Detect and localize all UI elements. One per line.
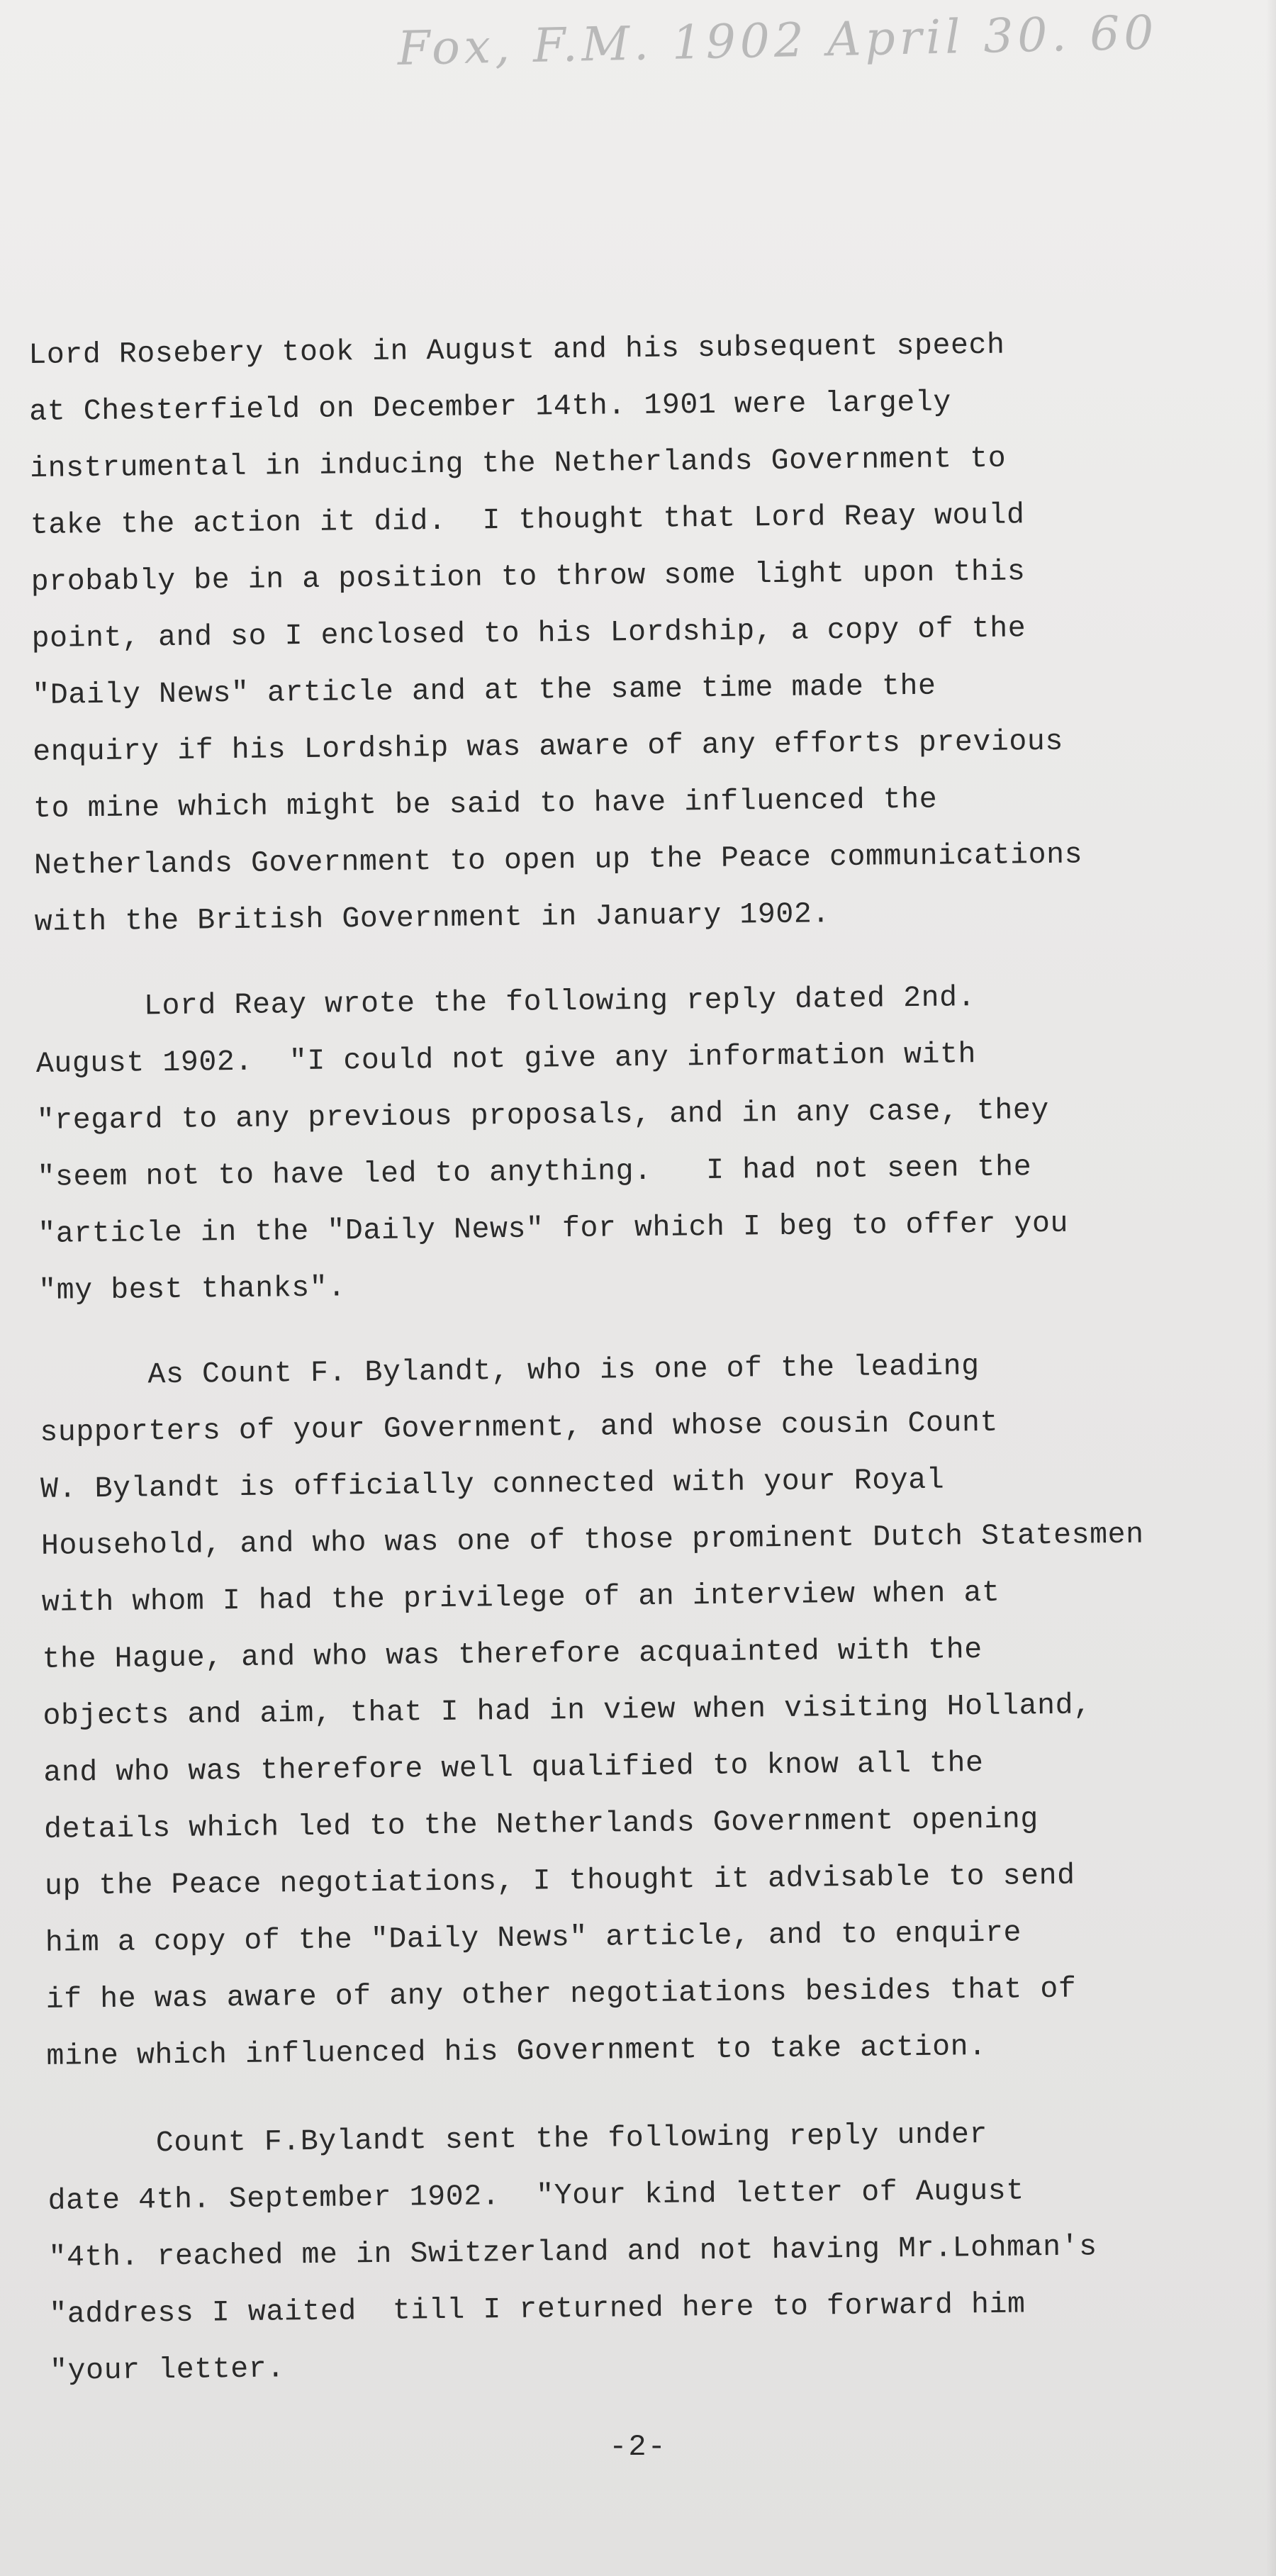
text-line: with the British Government in January 1902. <box>34 897 831 939</box>
text-line: take the action it did. I thought that Lord Reay would <box>30 498 1025 542</box>
paragraph-4 <box>47 2104 1269 2400</box>
text-line: point, and so I enclosed to his Lordship, a copy of the <box>31 612 1026 656</box>
text-line: up the Peace negotiations, I thought it advisable to send <box>44 1859 1075 1903</box>
text-line: with whom I had the privilege of an interview when at <box>41 1576 1000 1620</box>
text-line: "regard to any previous proposals, and in any case, they <box>36 1093 1050 1138</box>
text-line: "address I waited till I returned here to forward him <box>49 2287 1026 2331</box>
text-line: at Chesterfield on December 14th. 1901 were largely <box>29 386 952 429</box>
text-line: Lord Reay wrote the following reply dated 2nd. <box>35 981 976 1024</box>
scan-edge-shadow <box>1266 0 1276 2576</box>
text-line: Lord Rosebery took in August and his subsequent speech <box>28 328 1005 372</box>
text-line: if he was aware of any other negotiations besides that of <box>45 1972 1077 2017</box>
text-line: August 1902. "I could not give any information with <box>35 1038 977 1081</box>
text-line: "Daily News" article and at the same time made the <box>32 669 936 712</box>
text-line: "my best thanks". <box>38 1271 347 1308</box>
text-line: supporters of your Government, and whose cousin Count <box>40 1406 999 1450</box>
text-line: "article in the "Daily News" for which I beg to offer you <box>38 1206 1069 1251</box>
text-line: him a copy of the "Daily News" article, and to enquire <box>45 1916 1022 1960</box>
paragraph-2 <box>35 967 1258 1320</box>
text-line: instrumental in inducing the Netherlands Government to <box>29 442 1007 486</box>
text-line: W. Bylandt is officially connected with your Royal <box>40 1463 945 1506</box>
text-line: Household, and who was one of those prominent Dutch Statesmen <box>40 1518 1144 1563</box>
text-line: to mine which might be said to have influenced the <box>33 783 938 826</box>
text-line: details which led to the Netherlands Government opening <box>43 1803 1039 1847</box>
text-line: the Hague, and who was therefore acquainted with the <box>42 1633 983 1676</box>
text-line: and who was therefore well qualified to know all the <box>43 1747 984 1790</box>
page-number: -2- <box>609 2430 667 2464</box>
text-line: mine which influenced his Government to take action. <box>46 2029 987 2073</box>
text-line: As Count F. Bylandt, who is one of the leading <box>39 1350 980 1393</box>
text-line: Count F.Bylandt sent the following reply under <box>47 2117 988 2161</box>
letter-body <box>28 315 1270 2400</box>
paragraph-3 <box>39 1335 1266 2085</box>
text-line: "seem not to have led to anything. I had not seen the <box>37 1150 1032 1194</box>
text-line: "your letter. <box>49 2352 285 2388</box>
text-line: "4th. reached me in Switzerland and not having Mr.Lohman's <box>48 2230 1097 2275</box>
text-line: objects and aim, that I had in view when visiting Holland, <box>43 1689 1092 1733</box>
text-line: enquiry if his Lordship was aware of any efforts previous <box>33 724 1064 769</box>
paragraph-1 <box>28 315 1254 951</box>
text-line: Netherlands Government to open up the Peace communications <box>33 838 1083 883</box>
text-line: date 4th. September 1902. "Your kind letter of August <box>47 2174 1025 2218</box>
text-line: probably be in a position to throw some light upon this <box>30 555 1026 599</box>
archive-annotation: Fox, F.M. 1902 April 30. 60 <box>397 5 1159 76</box>
